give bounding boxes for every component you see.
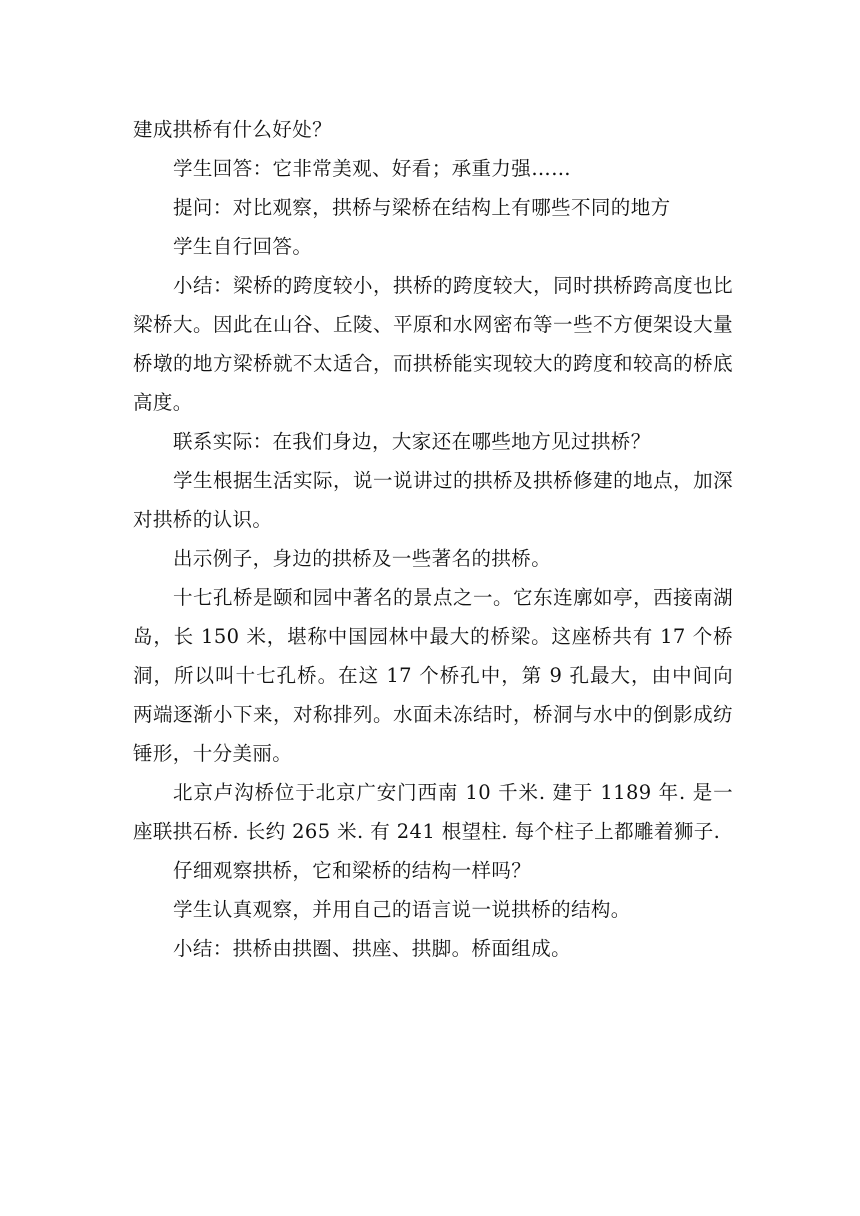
paragraph-summary-structure: 小结：拱桥由拱圈、拱座、拱脚。桥面组成。 [173, 937, 572, 960]
paragraph-student-answer: 学生回答：它非常美观、好看；承重力强…… [173, 157, 572, 180]
paragraph-seventeen-arch-bridge: 十七孔桥是颐和园中著名的景点之一。它东连廓如亭，西接南湖岛，长 150 米，堪称中国园林中最大的桥梁。这座桥共有 17 个桥洞，所以叫十七孔桥。在这 17 个桥孔中，第 9 孔最大，由中间向两端逐渐小下来，对称排列。水面未冻结时，桥洞与水中的倒影成纺锤形，十分美丽。 [133, 586, 733, 765]
paragraph-real-life: 联系实际：在我们身边，大家还在哪些地方见过拱桥？ [173, 430, 651, 453]
paragraph-student-observe: 学生认真观察，并用自己的语言说一说拱桥的结构。 [173, 898, 631, 921]
paragraph-question: 建成拱桥有什么好处？ [133, 118, 333, 141]
paragraph-student-share: 学生根据生活实际，说一说讲过的拱桥及拱桥修建的地点，加深对拱桥的认识。 [133, 469, 733, 531]
paragraph-observe-structure: 仔细观察拱桥，它和梁桥的结构一样吗？ [173, 859, 532, 882]
paragraph-prompt-compare: 提问：对比观察，拱桥与梁桥在结构上有哪些不同的地方 [173, 196, 671, 219]
paragraph-lugou-bridge: 北京卢沟桥位于北京广安门西南 10 千米. 建于 1189 年. 是一座联拱石桥. 长约 265 米. 有 241 根望柱. 每个柱子上都雕着狮子. [133, 781, 733, 843]
document-body [133, 110, 733, 968]
paragraph-summary-span: 小结：梁桥的跨度较小，拱桥的跨度较大，同时拱桥跨高度也比梁桥大。因此在山谷、丘陵、平原和水网密布等一些不方便架设大量桥墩的地方梁桥就不太适合，而拱桥能实现较大的跨度和较高的桥底高度。 [133, 274, 733, 414]
paragraph-student-self-answer: 学生自行回答。 [173, 235, 313, 258]
paragraph-examples: 出示例子，身边的拱桥及一些著名的拱桥。 [173, 547, 552, 570]
